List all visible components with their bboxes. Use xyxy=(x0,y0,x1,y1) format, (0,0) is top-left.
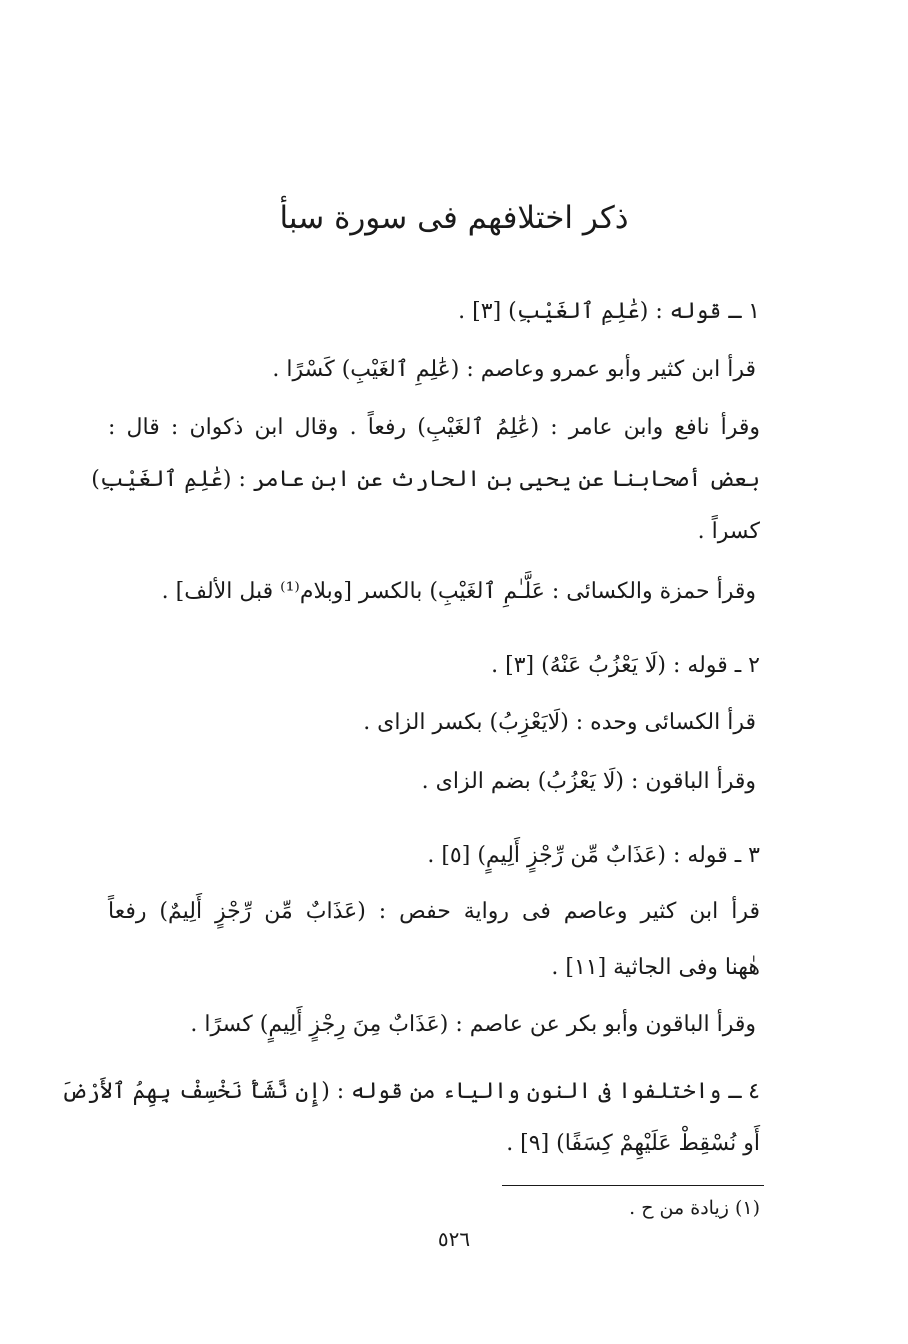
entry-4-heading-end: أَو نُسْقِطْ عَلَيْهِمْ كِسَفًا) [٩] . xyxy=(506,1131,760,1156)
entry-1-reading-b-end: كسراً . xyxy=(697,519,760,544)
entry-1-reading-c: وقرأ حمزة والكسائى : عَلَّـٰمِ ٱلغَيْبِ) بالكسر [وبلام⁽¹⁾ قبل الألف] . xyxy=(161,579,756,604)
page-number: ٥٢٦ xyxy=(437,1227,471,1251)
entry-4-heading: ٤ ـ واختلفوا فى النون والياء من قوله : (إِن نَّشَأْ نَخْسِفْ بِهِمُ ٱلأَرْضَ xyxy=(61,1079,760,1104)
entry-3-reading-b: وقرأ الباقون وأبو بكر عن عاصم : (عَذَابٌ مِنَ رِجْزٍ أَلِيمٍ) كسرًا . xyxy=(190,1012,756,1037)
entry-2-heading: ٢ ـ قوله : (لَا يَعْزُبُ عَنْهُ) [٣] . xyxy=(491,653,760,678)
entry-2-reading-b: وقرأ الباقون : (لَا يَعْزُبُ) بضم الزاى . xyxy=(421,769,756,794)
entry-3-heading: ٣ ـ قوله : (عَذَابٌ مِّن رِّجْزٍ أَلِيمٍ) [٥] . xyxy=(427,843,760,868)
entry-1-reading-a: قرأ ابن كثير وأبو عمرو وعاصم : (عَٰلِمِ ٱلغَيْبِ) كَسْرًا . xyxy=(272,357,756,382)
chapter-title: ذكر اختلافهم فى سورة سبأ xyxy=(279,200,629,236)
footnote: (١) زيادة من ح . xyxy=(629,1197,760,1219)
entry-1-reading-b: وقرأ نافع وابن عامر : (عَٰلِمُ ٱلغَيْبِ) رفعاً . وقال ابن ذكوان : قال : xyxy=(108,415,760,440)
entry-2-reading-a: قرأ الكسائى وحده : (لَايَعْزِبُ) بكسر الزاى . xyxy=(363,710,756,735)
footnote-divider xyxy=(502,1185,764,1186)
entry-1-reading-b-cont: بعض أصحابنا عن يحيى بن الحارث عن ابن عامر : (عَٰلِمِ ٱلغَيْبِ) xyxy=(91,467,760,492)
entry-3-reading-a: قرأ ابن كثير وعاصم فى رواية حفص : (عَذَابٌ مِّن رِّجْزٍ أَلِيمٌ) رفعاً xyxy=(108,899,760,924)
entry-1-heading: ١ ـ قوله : (عَٰلِمِ ٱلغَيْبِ) [٣] . xyxy=(458,299,760,324)
entry-3-reading-a-end: هٰهنا وفى الجاثية [١١] . xyxy=(551,955,760,980)
